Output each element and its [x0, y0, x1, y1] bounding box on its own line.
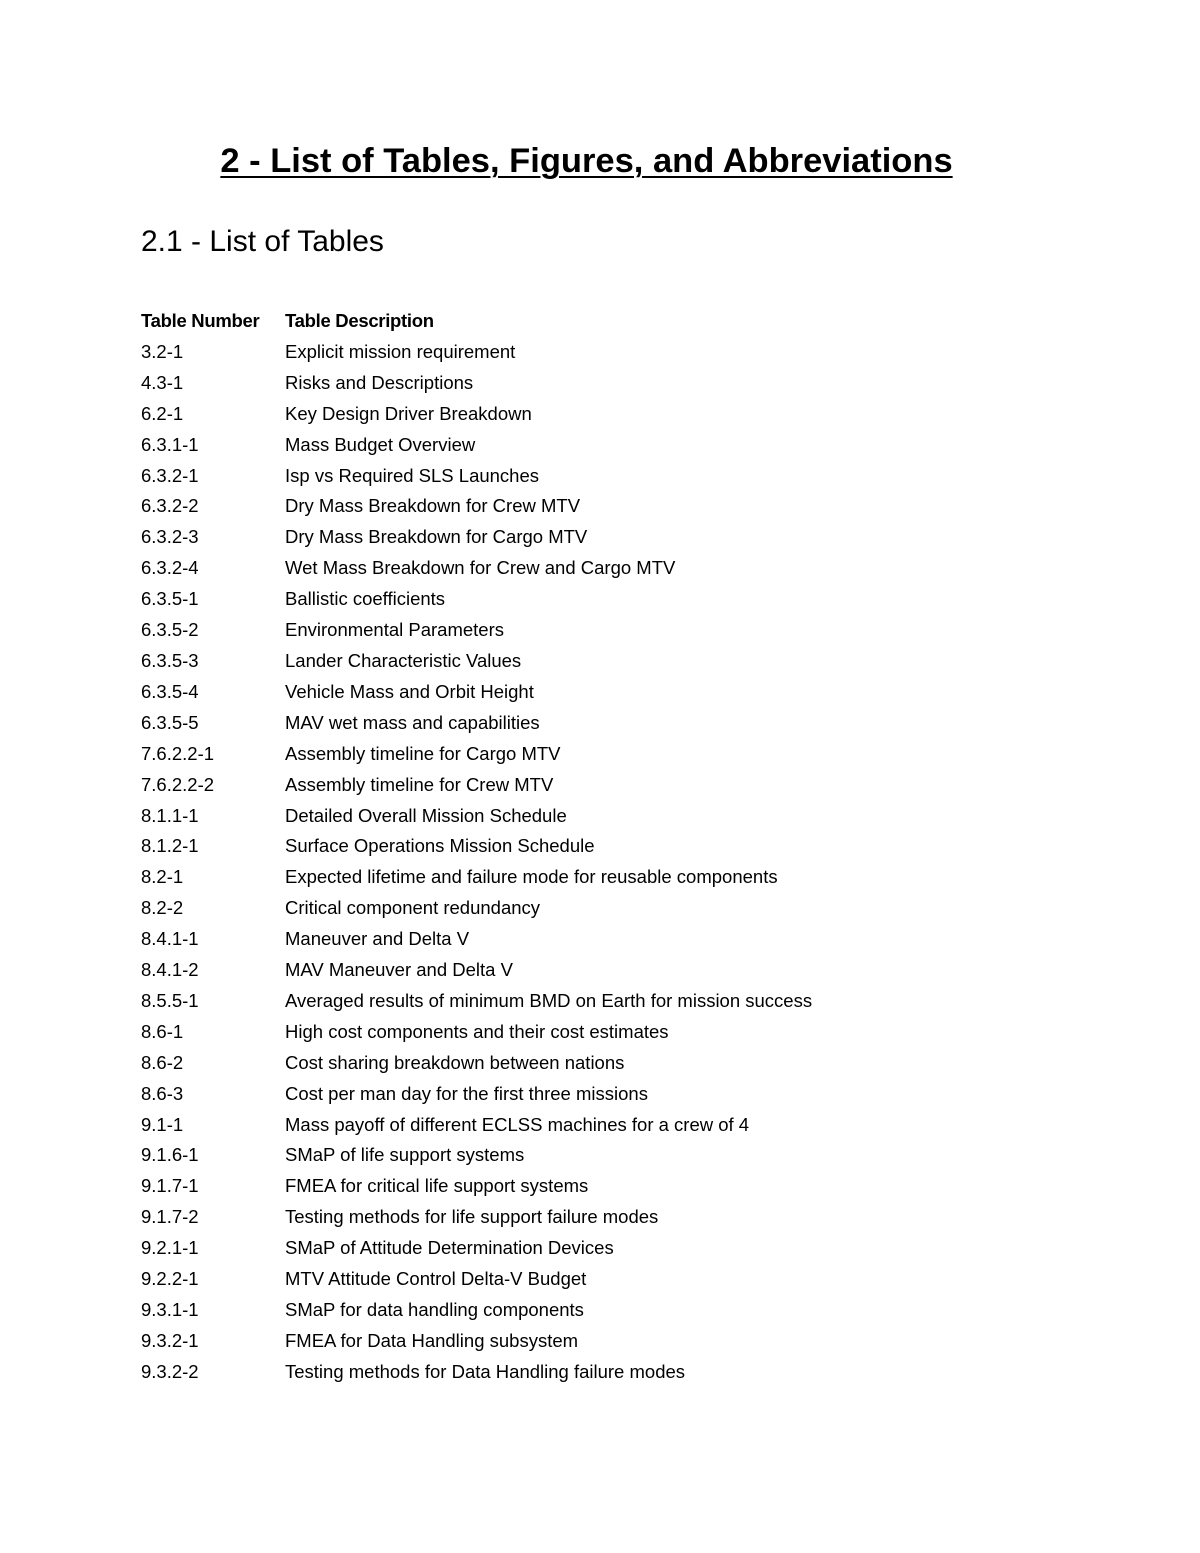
table-row [141, 1233, 1185, 1264]
table-number-cell: 6.3.2-3 [141, 526, 199, 548]
table-row [141, 1079, 1185, 1110]
table-row [141, 677, 1185, 708]
table-row [141, 553, 1185, 584]
table-number-cell: 6.2-1 [141, 402, 184, 424]
table-description-cell: SMaP for data handling components [285, 1299, 584, 1320]
table-description-cell: Explicit mission requirement [285, 340, 516, 362]
table-row [141, 399, 1185, 430]
table-description-cell: Detailed Overall Mission Schedule [285, 804, 567, 826]
table-row [141, 862, 1185, 893]
column-header-number: Table Number [141, 310, 260, 331]
table-description-cell: Dry Mass Breakdown for Cargo MTV [285, 526, 588, 548]
table-row [141, 430, 1185, 461]
table-row [141, 831, 1185, 862]
table-description-cell: SMaP of Attitude Determination Devices [285, 1237, 614, 1259]
list-of-tables [141, 306, 1185, 1388]
table-number-cell: 9.3.2-2 [141, 1360, 199, 1382]
table-number-cell: 6.3.5-1 [141, 588, 199, 610]
table-description-cell: Lander Characteristic Values [285, 649, 522, 671]
table-row [141, 1110, 1185, 1141]
table-number-cell: 8.1.1-1 [141, 804, 199, 826]
table-number-cell: 4.3-1 [141, 371, 184, 393]
table-description-cell: Cost sharing breakdown between nations [285, 1051, 625, 1073]
table-description-cell: FMEA for Data Handling subsystem [285, 1329, 579, 1351]
section-heading: 2.1 - List of Tables [141, 225, 384, 258]
table-number-cell: 9.2.1-1 [141, 1237, 199, 1259]
table-row [141, 1295, 1185, 1326]
table-description-cell: Expected lifetime and failure mode for reusable components [285, 866, 778, 888]
column-header-description: Table Description [285, 310, 434, 331]
table-row [141, 1140, 1185, 1171]
table-description-cell: Dry Mass Breakdown for Crew MTV [285, 495, 581, 517]
table-row [141, 368, 1185, 399]
table-number-cell: 3.2-1 [141, 340, 184, 362]
table-description-cell: Critical component redundancy [285, 897, 541, 919]
table-description-cell: Vehicle Mass and Orbit Height [285, 680, 534, 702]
table-number-cell: 6.3.5-3 [141, 649, 199, 671]
table-description-cell: Key Design Driver Breakdown [285, 402, 532, 424]
page-title: 2 - List of Tables, Figures, and Abbreviations [220, 142, 953, 180]
table-number-cell: 8.6-2 [141, 1051, 184, 1073]
table-description-cell: FMEA for critical life support systems [285, 1175, 589, 1197]
table-number-cell: 6.3.2-4 [141, 557, 199, 579]
table-row [141, 1357, 1185, 1388]
table-description-cell: Mass payoff of different ECLSS machines for a crew of 4 [285, 1113, 750, 1135]
table-row [141, 615, 1185, 646]
table-number-cell: 9.2.2-1 [141, 1268, 199, 1290]
table-row [141, 646, 1185, 677]
table-description-cell: Assembly timeline for Crew MTV [285, 773, 554, 795]
table-description-cell: Ballistic coefficients [285, 588, 446, 610]
table-description-cell: Testing methods for Data Handling failure modes [285, 1360, 686, 1382]
table-row [141, 491, 1185, 522]
table-row [141, 1264, 1185, 1295]
table-number-cell: 6.3.2-2 [141, 495, 199, 517]
table-row [141, 522, 1185, 553]
table-number-cell: 6.3.5-2 [141, 619, 199, 641]
table-description-cell: Isp vs Required SLS Launches [285, 464, 540, 486]
table-body [141, 337, 1185, 1388]
table-row [141, 739, 1185, 770]
table-number-cell: 9.1.7-2 [141, 1206, 199, 1228]
table-row [141, 986, 1185, 1017]
table-number-cell: 9.3.2-1 [141, 1329, 199, 1351]
table-number-cell: 8.6-1 [141, 1020, 184, 1042]
table-row [141, 584, 1185, 615]
table-number-cell: 9.1-1 [141, 1113, 184, 1135]
table-number-cell: 8.2-1 [141, 866, 184, 888]
table-number-cell: 6.3.2-1 [141, 464, 199, 486]
table-row [141, 708, 1185, 739]
table-number-cell: 8.5.5-1 [141, 989, 199, 1011]
table-number-cell: 9.3.1-1 [141, 1299, 199, 1320]
table-description-cell: MAV Maneuver and Delta V [285, 959, 513, 981]
table-number-cell: 7.6.2.2-1 [141, 742, 215, 764]
table-row [141, 1017, 1185, 1048]
table-number-cell: 8.6-3 [141, 1082, 184, 1104]
table-row [141, 801, 1185, 832]
table-row [141, 924, 1185, 955]
table-description-cell: Testing methods for life support failure modes [285, 1206, 659, 1228]
table-description-cell: Mass Budget Overview [285, 433, 476, 455]
table-number-cell: 8.4.1-1 [141, 928, 199, 950]
table-row [141, 1326, 1185, 1357]
table-number-cell: 8.4.1-2 [141, 959, 199, 981]
table-row [141, 1048, 1185, 1079]
table-description-cell: Environmental Parameters [285, 619, 505, 641]
table-description-cell: SMaP of life support systems [285, 1144, 525, 1166]
table-row [141, 337, 1185, 368]
table-description-cell: High cost components and their cost estimates [285, 1020, 669, 1042]
table-number-cell: 7.6.2.2-2 [141, 773, 215, 795]
table-description-cell: Maneuver and Delta V [285, 928, 470, 950]
table-number-cell: 8.2-2 [141, 897, 184, 919]
table-header-row [141, 306, 1185, 337]
table-row [141, 955, 1185, 986]
table-number-cell: 6.3.5-4 [141, 680, 199, 702]
table-description-cell: Wet Mass Breakdown for Crew and Cargo MTV [285, 557, 676, 579]
table-number-cell: 9.1.7-1 [141, 1175, 199, 1197]
table-description-cell: MTV Attitude Control Delta-V Budget [285, 1268, 587, 1290]
table-number-cell: 8.1.2-1 [141, 835, 199, 857]
table-row [141, 770, 1185, 801]
table-number-cell: 6.3.1-1 [141, 433, 199, 455]
table-row [141, 461, 1185, 492]
table-description-cell: Surface Operations Mission Schedule [285, 835, 595, 857]
table-number-cell: 9.1.6-1 [141, 1144, 199, 1166]
table-row [141, 1171, 1185, 1202]
table-description-cell: Risks and Descriptions [285, 371, 474, 393]
table-number-cell: 6.3.5-5 [141, 711, 199, 733]
table-row [141, 1202, 1185, 1233]
table-description-cell: Assembly timeline for Cargo MTV [285, 742, 561, 764]
table-row [141, 893, 1185, 924]
table-description-cell: Averaged results of minimum BMD on Earth for mission success [285, 989, 813, 1011]
table-description-cell: Cost per man day for the first three missions [285, 1082, 648, 1104]
table-description-cell: MAV wet mass and capabilities [285, 711, 540, 733]
